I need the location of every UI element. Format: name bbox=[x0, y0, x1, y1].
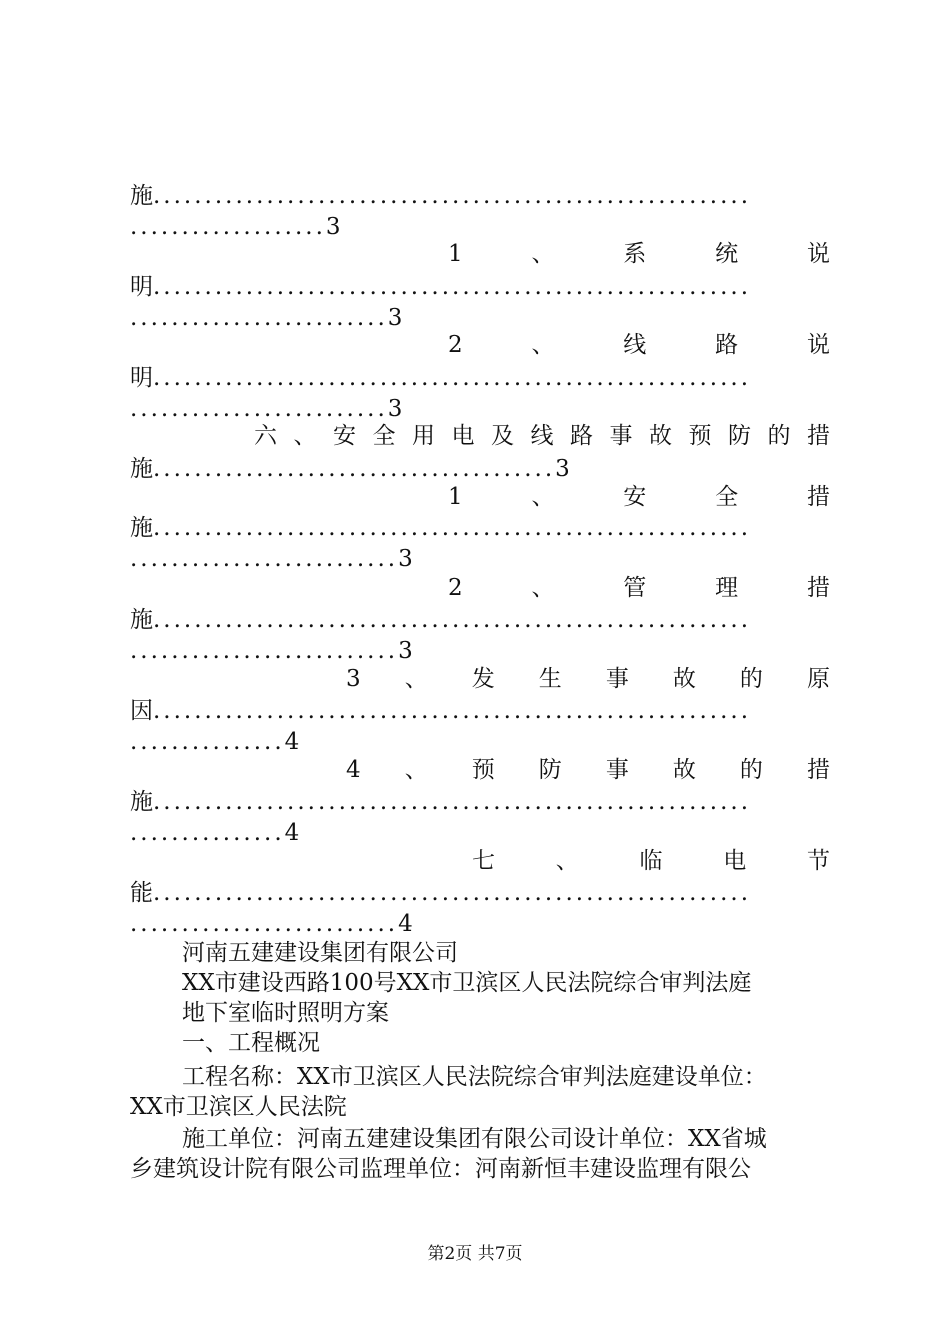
toc-entry-head-line: 明.......................................................... bbox=[130, 365, 752, 391]
toc-page-number: 4 bbox=[284, 820, 300, 846]
toc-entry-heading: 六 、 安 全 用 电 及 线 路 事 故 预 防 的 措 bbox=[254, 423, 830, 449]
toc-entry-page-line: ...................3 bbox=[130, 214, 341, 240]
toc-entry-head-line: 施.......................................3 bbox=[130, 456, 570, 482]
toc-entry-page-line: ...............4 bbox=[130, 729, 300, 755]
toc-page-number: 3 bbox=[325, 214, 341, 240]
toc-page-number: 3 bbox=[398, 546, 413, 572]
plan-title: 地下室临时照明方案 bbox=[182, 1000, 389, 1026]
toc-entry-page-line: .........................3 bbox=[130, 396, 403, 422]
toc-entry-head-line: 能.......................................................... bbox=[130, 880, 752, 906]
toc-page-number: 3 bbox=[387, 396, 403, 422]
toc-entry-head-line: 施.......................................................... bbox=[130, 515, 752, 541]
toc-entry-page-line: ..........................3 bbox=[130, 546, 413, 572]
company-name: 河南五建建设集团有限公司 bbox=[182, 940, 458, 966]
toc-entry-heading: 七 、 临 电 节 bbox=[472, 848, 830, 874]
toc-entry-heading: 4 、 预 防 事 故 的 措 bbox=[346, 757, 830, 783]
toc-entry-heading: 1 、 系 统 说 bbox=[448, 241, 830, 267]
toc-page-number: 3 bbox=[398, 638, 413, 664]
paragraph-line: 施工单位：河南五建建设集团有限公司设计单位：XX省城 bbox=[182, 1126, 767, 1152]
toc-entry-head-line: 施.......................................................... bbox=[130, 607, 752, 633]
toc-entry-heading: 1 、 安 全 措 bbox=[448, 484, 830, 510]
toc-entry-head-line: 明.......................................................... bbox=[130, 274, 752, 300]
toc-entry-heading: 3 、 发 生 事 故 的 原 bbox=[346, 666, 830, 692]
toc-entry-page-line: ..........................3 bbox=[130, 638, 413, 664]
toc-page-number: 3 bbox=[387, 305, 403, 331]
toc-entry-heading: 2 、 线 路 说 bbox=[448, 332, 830, 358]
toc-page-number: 3 bbox=[555, 456, 570, 482]
toc-entry-page-line: .........................3 bbox=[130, 305, 403, 331]
paragraph-line: XX市卫滨区人民法院 bbox=[130, 1094, 347, 1120]
toc-entry-head-line: 施.......................................................... bbox=[130, 789, 752, 815]
toc-entry-page-line: ..........................4 bbox=[130, 911, 413, 937]
toc-entry-head-line: 因.......................................................... bbox=[130, 698, 752, 724]
section-heading: 一、工程概况 bbox=[182, 1030, 320, 1056]
toc-entry-page-line: ...............4 bbox=[130, 820, 300, 846]
paragraph-line: 工程名称：XX市卫滨区人民法院综合审判法庭建设单位： bbox=[182, 1064, 767, 1090]
project-line: XX市建设西路100号XX市卫滨区人民法院综合审判法庭 bbox=[182, 970, 752, 996]
toc-entry-heading: 2 、 管 理 措 bbox=[448, 575, 830, 601]
page-footer: 第2页 共7页 bbox=[427, 1244, 523, 1264]
toc-page-number: 4 bbox=[398, 911, 413, 937]
paragraph-line: 乡建筑设计院有限公司监理单位：河南新恒丰建设监理有限公 bbox=[130, 1156, 751, 1182]
toc-entry-head-line: 施.......................................................... bbox=[130, 183, 752, 209]
toc-page-number: 4 bbox=[284, 729, 300, 755]
